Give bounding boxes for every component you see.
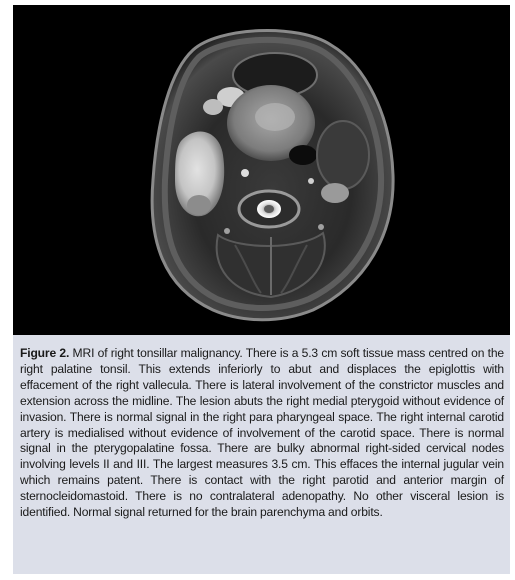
figure-label: Figure 2. — [20, 346, 70, 360]
figure-caption — [20, 346, 504, 521]
mri-image — [13, 5, 510, 335]
figure-caption-text: MRI of right tonsillar malignancy. There is a 5.3 cm soft tissue mass centred on the right palatine tonsil. This extends inferiorly to abut and displaces the epiglottis with effacement of the right vallecula. There is lateral involvement of the constrictor muscles and extension across the midline. The lesion abuts the right medial pterygoid without evidence of invasion. There is normal signal in the right para pharyngeal space. The right internal carotid artery is medialised without evidence of involvement of the carotid space. There is normal signal in the pterygopalatine fossa. There are bulky abnormal right-sided cervical nodes involving levels II and III. The largest measures 3.5 cm. This effaces the internal jugular vein which remains patent. There is contact with the right parotid and anterior margin of sternocleidomastoid. There is no contralateral adenopathy. No other visceral lesion is identified. Normal signal returned for the brain parenchyma and orbits. — [20, 346, 504, 520]
figure — [13, 5, 510, 574]
